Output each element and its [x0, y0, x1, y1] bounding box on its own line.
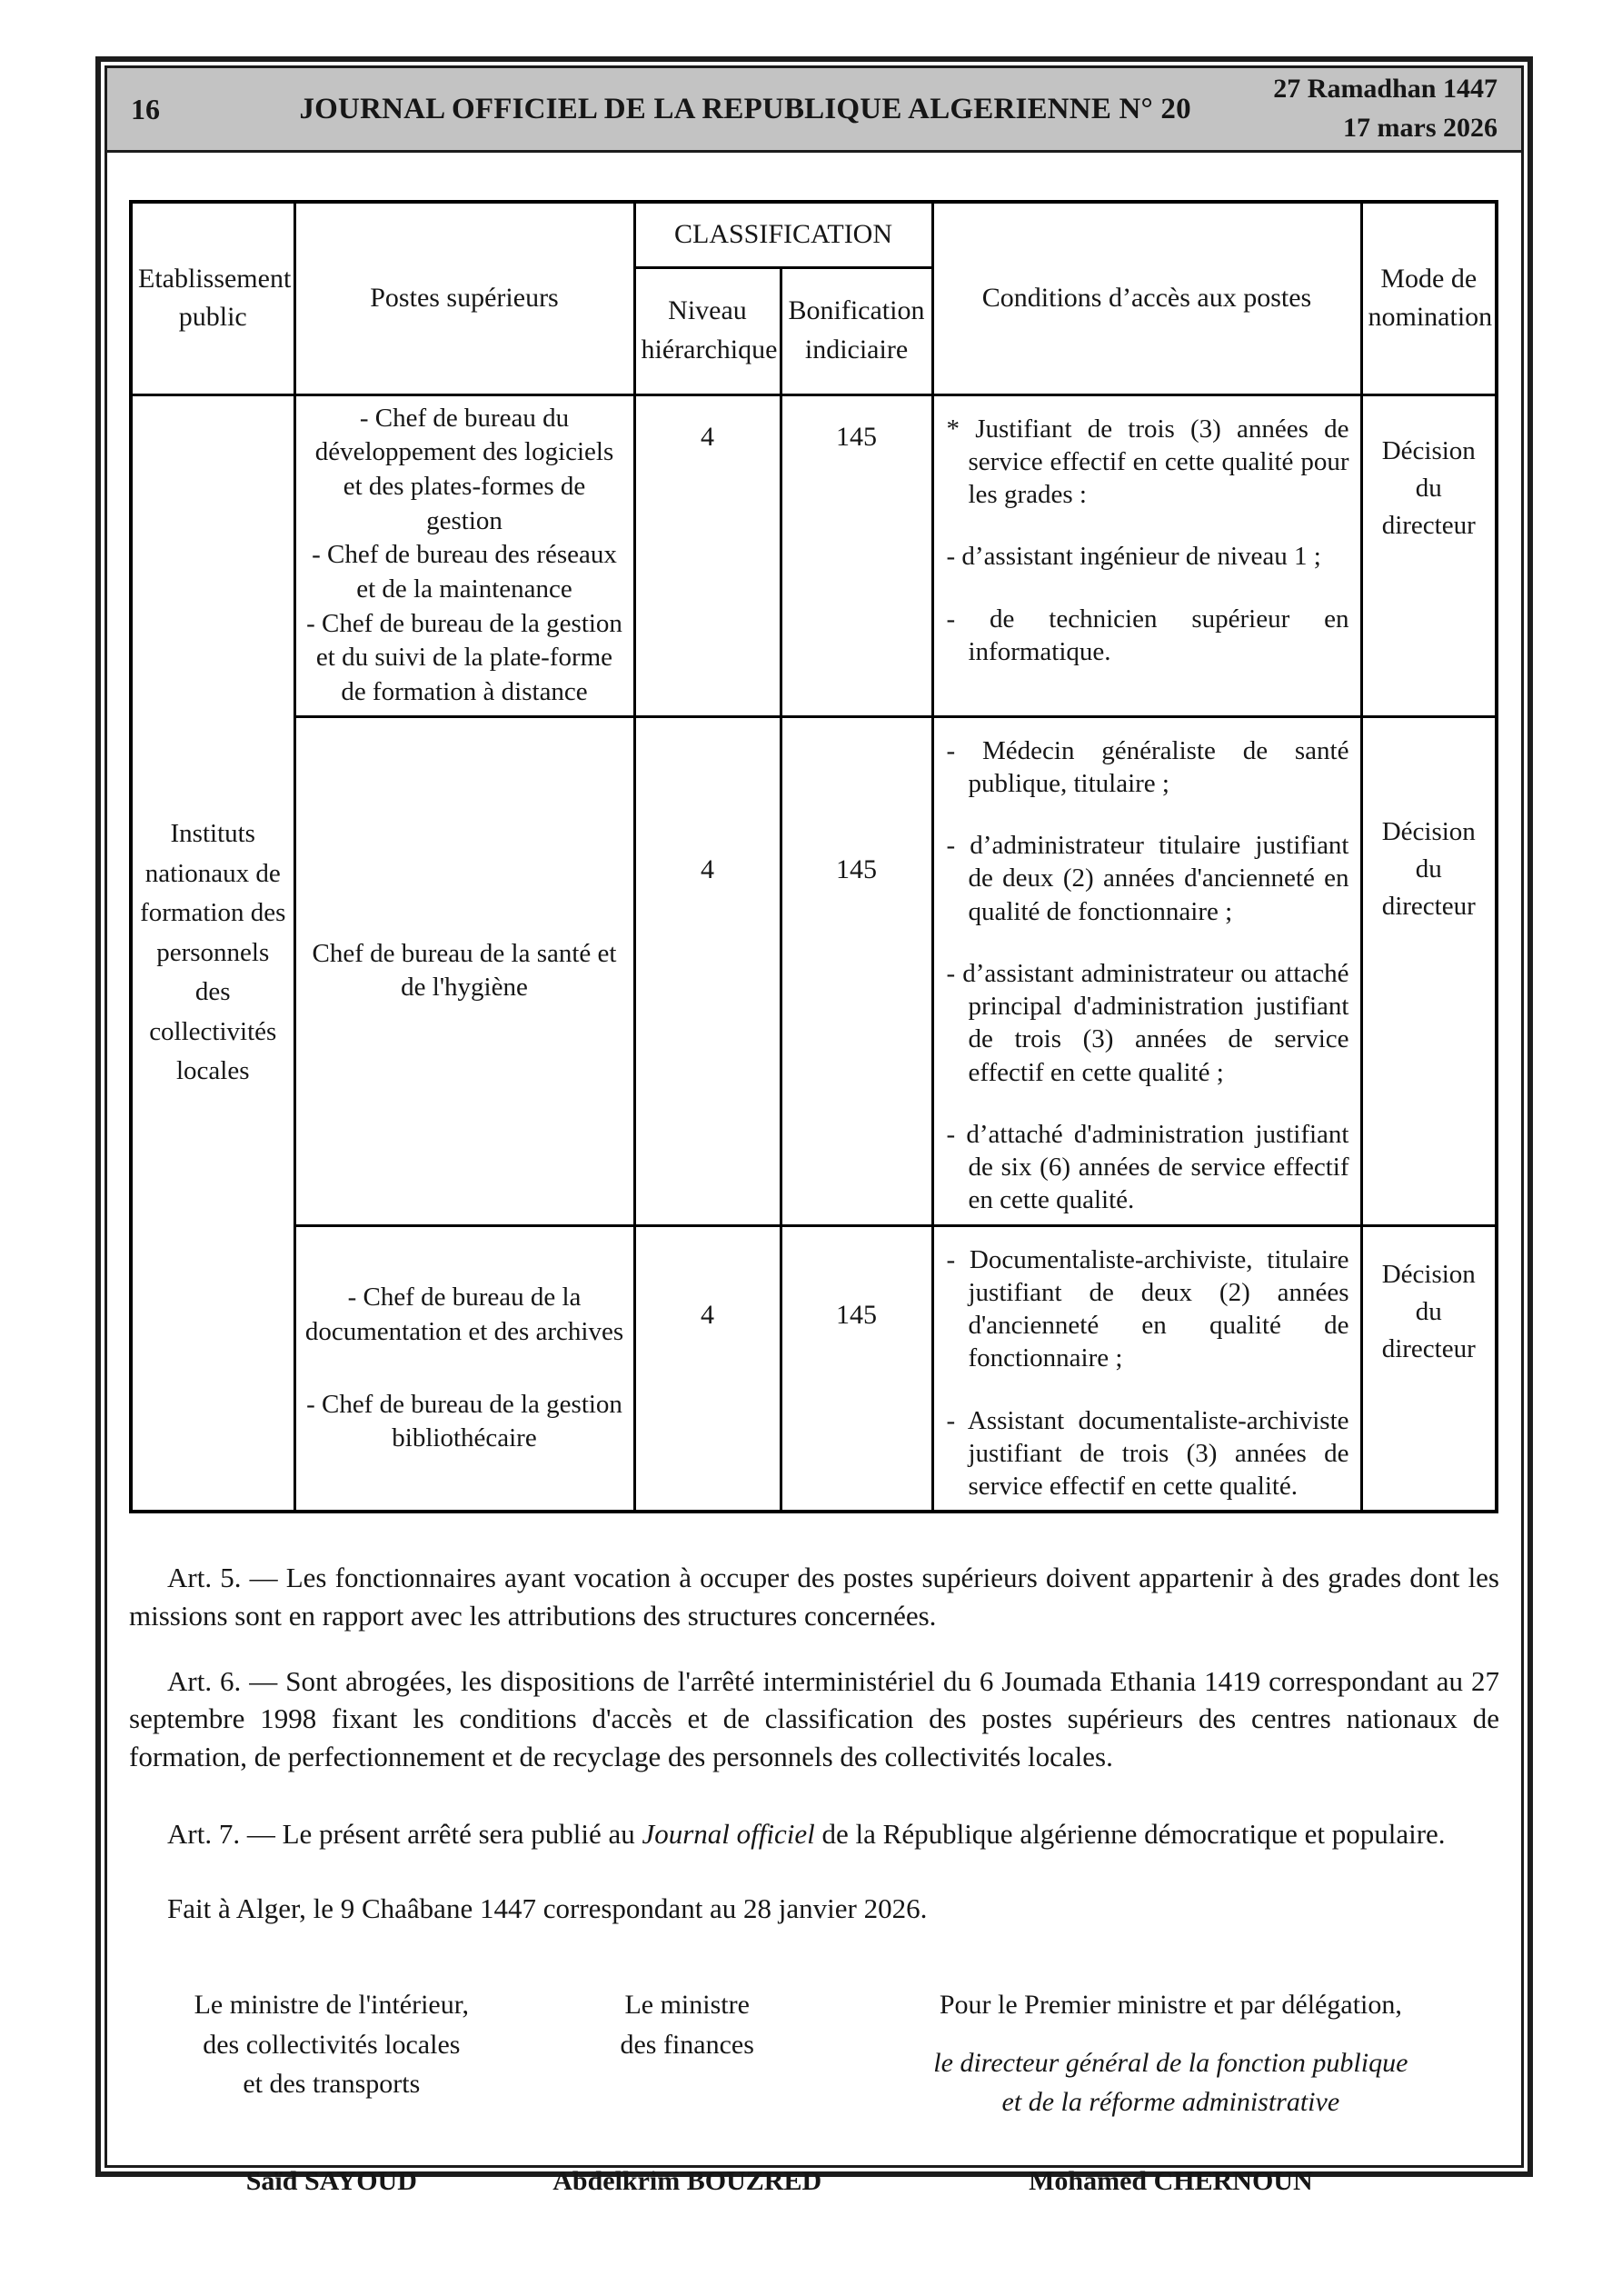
sig-left-line1: Le ministre de l'intérieur,: [194, 1990, 470, 2021]
cell-postes-3: [294, 1225, 634, 1512]
cell-postes-2: [294, 716, 634, 1225]
article-5: Art. 5. — Les fonctionnaires ayant vocation à occuper des postes supérieurs doivent appartenir à des grades dont les missions sont en rapport avec les attributions des structures concernées.: [129, 1562, 1499, 1632]
condition-item: - Documentaliste-archiviste, titulaire justifiant de deux (2) années d'ancienneté en qualité de fonctionnaire ;: [946, 1244, 1349, 1373]
condition-item: - de technicien supérieur en informatique.: [946, 604, 1349, 666]
condition-item: - Assistant documentaliste-archiviste justifiant de trois (3) années de service effectif en cette qualité.: [946, 1405, 1349, 1502]
signature-names: [127, 2166, 1503, 2197]
poste-item: - Chef de bureau de la gestion bibliothécaire: [306, 1389, 622, 1453]
sig-left-line3: et des transports: [243, 2069, 421, 2100]
signature-center-title: [536, 1985, 839, 2122]
signature-left-title: [127, 1985, 536, 2122]
page-number: 16: [131, 92, 160, 125]
signatory-name-left: Saïd SAYOUD: [245, 2165, 417, 2196]
condition-item: - d’administrateur titulaire justifiant de deux (2) années d'ancienneté en qualité de fonctionnaire ;: [946, 831, 1349, 926]
cell-niveau-1: 4: [634, 394, 781, 716]
cell-mode-1: Décision du directeur: [1361, 394, 1497, 716]
sig-center-line2: des finances: [620, 2029, 754, 2060]
page-content: [107, 153, 1521, 2197]
col-header-etablissement: Etablissement public: [131, 202, 294, 394]
signature-right-title: [839, 1985, 1503, 2122]
cell-postes-1: [294, 394, 634, 716]
poste-item: - Chef de bureau de la gestion et du suivi de la plate-forme de formation à distance: [306, 608, 622, 706]
table-row: [131, 716, 1497, 1225]
col-header-niveau: Niveau hiérarchique: [634, 267, 781, 394]
table-row: [131, 394, 1497, 716]
page-header-band: [107, 68, 1521, 153]
cell-mode-2: Décision du directeur: [1361, 716, 1497, 1225]
cell-conditions-2: [932, 716, 1361, 1225]
issue-dates: [1273, 70, 1498, 147]
cell-niveau-2: 4: [634, 716, 781, 1225]
sig-left-line2: des collectivités locales: [203, 2029, 461, 2060]
col-header-postes: Postes supérieurs: [294, 202, 634, 394]
condition-item: * Justifiant de trois (3) années de service effectif en cette qualité pour les grades :: [946, 414, 1349, 509]
date-hijri: 27 Ramadhan 1447: [1273, 74, 1498, 105]
condition-item: - d’attaché d'administration justifiant de six (6) années de service effectif en cette qualité.: [946, 1119, 1349, 1215]
sig-right-sub-line2: et de la réforme administrative: [1001, 2087, 1340, 2118]
table-row: [131, 1225, 1497, 1512]
poste-item: - Chef de bureau du développement des logiciels et des plates-formes de gestion: [314, 403, 614, 535]
article-7-text: Art. 7. — Le présent arrêté sera publié au: [167, 1818, 642, 1851]
cell-conditions-1: [932, 394, 1361, 716]
condition-item: - d’assistant ingénieur de niveau 1 ;: [946, 542, 1321, 572]
signatory-name-right: Mohamed CHERNOUN: [1029, 2165, 1313, 2196]
sig-right-sub-line1: le directeur général de la fonction publique: [933, 2047, 1408, 2078]
cell-etablissement: Instituts nationaux de formation des personnels des collectivités locales: [131, 394, 294, 1512]
journal-title: JOURNAL OFFICIEL DE LA REPUBLIQUE ALGERIENNE N° 20: [299, 92, 1191, 125]
journal-officiel-italic: Journal officiel: [642, 1818, 815, 1851]
signature-titles: [127, 1985, 1503, 2122]
article-6: Art. 6. — Sont abrogées, les dispositions de l'arrêté interministériel du 6 Joumada Ethania 1419 correspondant au 27 septembre 1998 fixant les conditions d'accès et de classification des postes supérieurs des centres nationaux de formation, de perfectionnement et de recyclage des personnels des collectivités locales.: [129, 1664, 1499, 1772]
page-inner-frame: [104, 65, 1524, 2196]
table-header-row: [131, 202, 1497, 267]
cell-niveau-3: 4: [634, 1225, 781, 1512]
poste-item: Chef de bureau de la santé et de l'hygiène: [312, 938, 617, 1003]
cell-mode-3: Décision du directeur: [1361, 1225, 1497, 1512]
cell-bonification-1: 145: [781, 394, 932, 716]
sig-right-subtitle: [839, 2043, 1503, 2122]
cell-conditions-3: [932, 1225, 1361, 1512]
col-header-mode: Mode de nomination: [1361, 202, 1497, 394]
poste-item: - Chef de bureau des réseaux et de la maintenance: [312, 540, 617, 604]
col-header-conditions: Conditions d’accès aux postes: [932, 202, 1361, 394]
article-7-text-end: de la République algérienne démocratique et populaire.: [814, 1818, 1446, 1851]
article-7: [129, 1815, 1499, 1853]
classification-table: [129, 200, 1498, 1513]
poste-item: - Chef de bureau de la documentation et des archives: [304, 1283, 624, 1346]
signatory-name-center: Abdelkrim BOUZRED: [552, 2165, 822, 2196]
sig-right-line1: Pour le Premier ministre et par délégation,: [939, 1990, 1402, 2021]
date-gregorian: 17 mars 2026: [1343, 113, 1498, 143]
condition-item: - Médecin généraliste de santé publique, titulaire ;: [946, 735, 1349, 798]
condition-item: - d’assistant administrateur ou attaché principal d'administration justifiant de trois (3) années de service effectif en cette qualité ;: [946, 958, 1349, 1087]
closing-line: Fait à Alger, le 9 Chaâbane 1447 correspondant au 28 janvier 2026.: [167, 1892, 928, 1924]
col-header-bonification: Bonification indiciaire: [781, 267, 932, 394]
sig-center-line1: Le ministre: [624, 1990, 750, 2021]
page-frame: [95, 56, 1533, 2196]
cell-bonification-3: 145: [781, 1225, 932, 1512]
col-header-classification: CLASSIFICATION: [634, 202, 932, 267]
cell-bonification-2: 145: [781, 716, 932, 1225]
